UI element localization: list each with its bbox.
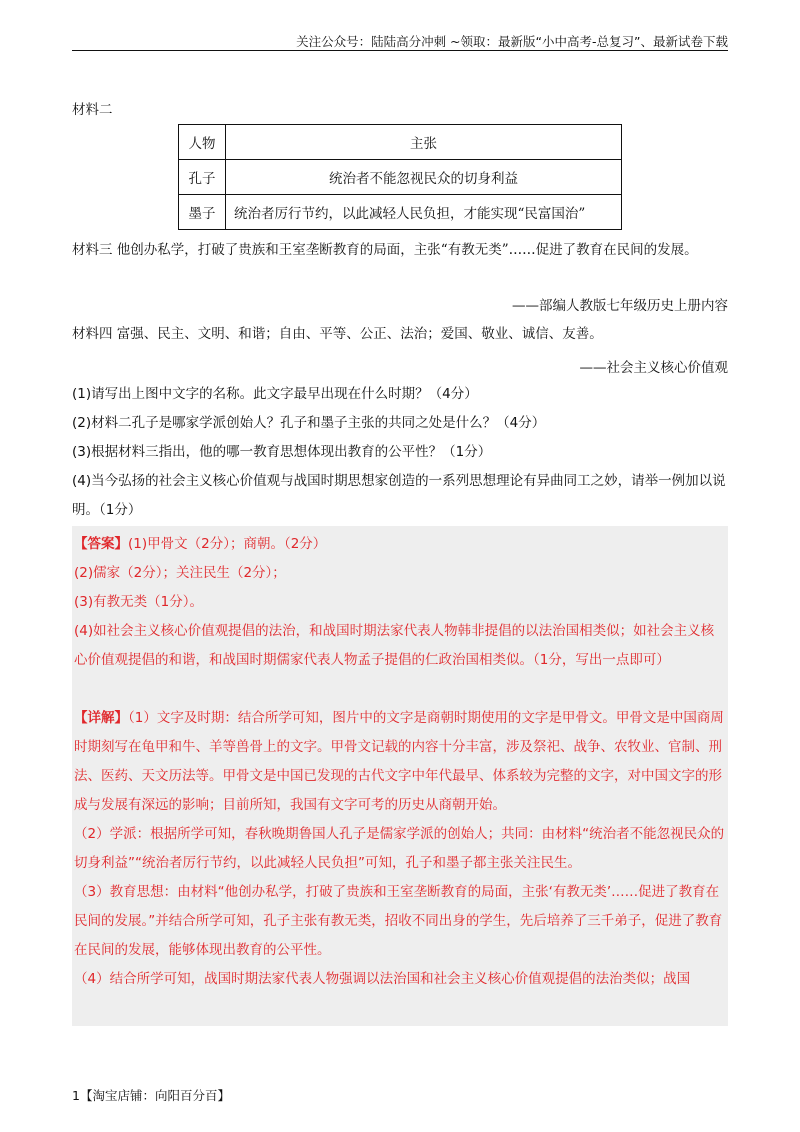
question-1: (1)请写出上图中文字的名称。此文字最早出现在什么时期？（4分） bbox=[72, 386, 478, 402]
answer-1: (1)甲骨文（2分）；商朝。（2分） bbox=[128, 536, 327, 552]
explanation-1: （1）文字及时期：结合所学可知，图片中的文字是商朝时期使用的文字是甲骨文。甲骨文是中国商周时期刻写在龟甲和牛、羊等兽骨上的文字。甲骨文记载的内容十分丰富，涉及祭祀、战争、农牧业、官制、刑法、医药、天文历法等。甲骨文是中国已发现的古代文字中年代最早、体系较为完整的文字，对中国文字的形成与发展有深远的影响；目前所知，我国有文字可考的历史从商朝开始。 bbox=[74, 710, 724, 813]
material3-text: 材料三 他创办私学，打破了贵族和王室垄断教育的局面，主张“有教无类”……促进了教育在民间的发展。 bbox=[72, 242, 698, 258]
material3-source: ——部编人教版七年级历史上册内容 bbox=[512, 298, 728, 314]
answer-4: (4)如社会主义核心价值观提倡的法治，和战国时期法家代表人物韩非提倡的以法治国相类似；如社会主义核心价值观提倡的和谐，和战国时期儒家代表人物孟子提倡的仁政治国相类似。（1分，写出一点即可） bbox=[74, 623, 715, 668]
table-header-row bbox=[179, 125, 622, 160]
table-cell-person: 墨子 bbox=[179, 195, 226, 230]
page-header: 关注公众号：陆陆高分冲刺 ~领取：最新版“小中高考-总复习”、最新试卷下载 bbox=[296, 34, 728, 49]
table-row bbox=[179, 160, 622, 195]
explanation-tag: 【详解】 bbox=[74, 710, 128, 726]
answer-spacer bbox=[74, 675, 726, 704]
table-cell-claim: 统治者厉行节约，以此减轻人民负担，才能实现“民富国治” bbox=[226, 195, 622, 230]
explanation-2: （2）学派：根据所学可知，春秋晚期鲁国人孔子是儒家学派的创始人；共同：由材料“统治者不能忽视民众的切身利益”“统治者厉行节约，以此减轻人民负担”可知，孔子和墨子都主张关注民生。 bbox=[74, 826, 725, 871]
explanation-4: （4）结合所学可知，战国时期法家代表人物强调以法治国和社会主义核心价值观提倡的法治类似；战国 bbox=[74, 971, 691, 987]
question-list bbox=[72, 380, 728, 525]
answer-line-1 bbox=[74, 530, 726, 559]
answer-2: (2)儒家（2分）；关注民生（2分）； bbox=[74, 565, 286, 581]
answer-3: (3)有教无类（1分）。 bbox=[74, 594, 203, 610]
table-cell-person: 孔子 bbox=[179, 160, 226, 195]
page-footer: 1【淘宝店铺：向阳百分百】 bbox=[72, 1088, 230, 1103]
answer-section bbox=[74, 530, 726, 994]
material4-source: ——社会主义核心价值观 bbox=[579, 360, 728, 376]
question-4: (4)当今弘扬的社会主义核心价值观与战国时期思想家创造的一系列思想理论有异曲同工之妙，请举一例加以说明。（1分） bbox=[72, 473, 726, 518]
answer-tag: 【答案】 bbox=[74, 536, 128, 552]
question-2: (2)材料二孔子是哪家学派创始人？孔子和墨子主张的共同之处是什么？（4分） bbox=[72, 415, 546, 431]
question-3: (3)根据材料三指出，他的哪一教育思想体现出教育的公平性？（1分） bbox=[72, 444, 492, 460]
table-row bbox=[179, 195, 622, 230]
material2-table bbox=[178, 124, 622, 230]
table-cell-claim: 统治者不能忽视民众的切身利益 bbox=[226, 160, 622, 195]
header-divider bbox=[72, 50, 728, 51]
material2-label: 材料二 bbox=[72, 102, 113, 118]
explanation-3: （3）教育思想：由材料“他创办私学，打破了贵族和王室垄断教育的局面，主张‘有教无类’……促进了教育在民间的发展。”并结合所学可知，孔子主张有教无类，招收不同出身的学生，先后培养了三千弟子，促进了教育在民间的发展，能够体现出教育的公平性。 bbox=[74, 884, 723, 958]
table-header-claim: 主张 bbox=[226, 125, 622, 160]
table-header-person: 人物 bbox=[179, 125, 226, 160]
material4-text: 材料四 富强、民主、文明、和谐；自由、平等、公正、法治；爱国、敬业、诚信、友善。 bbox=[72, 326, 603, 342]
explanation-1-line bbox=[74, 704, 726, 820]
